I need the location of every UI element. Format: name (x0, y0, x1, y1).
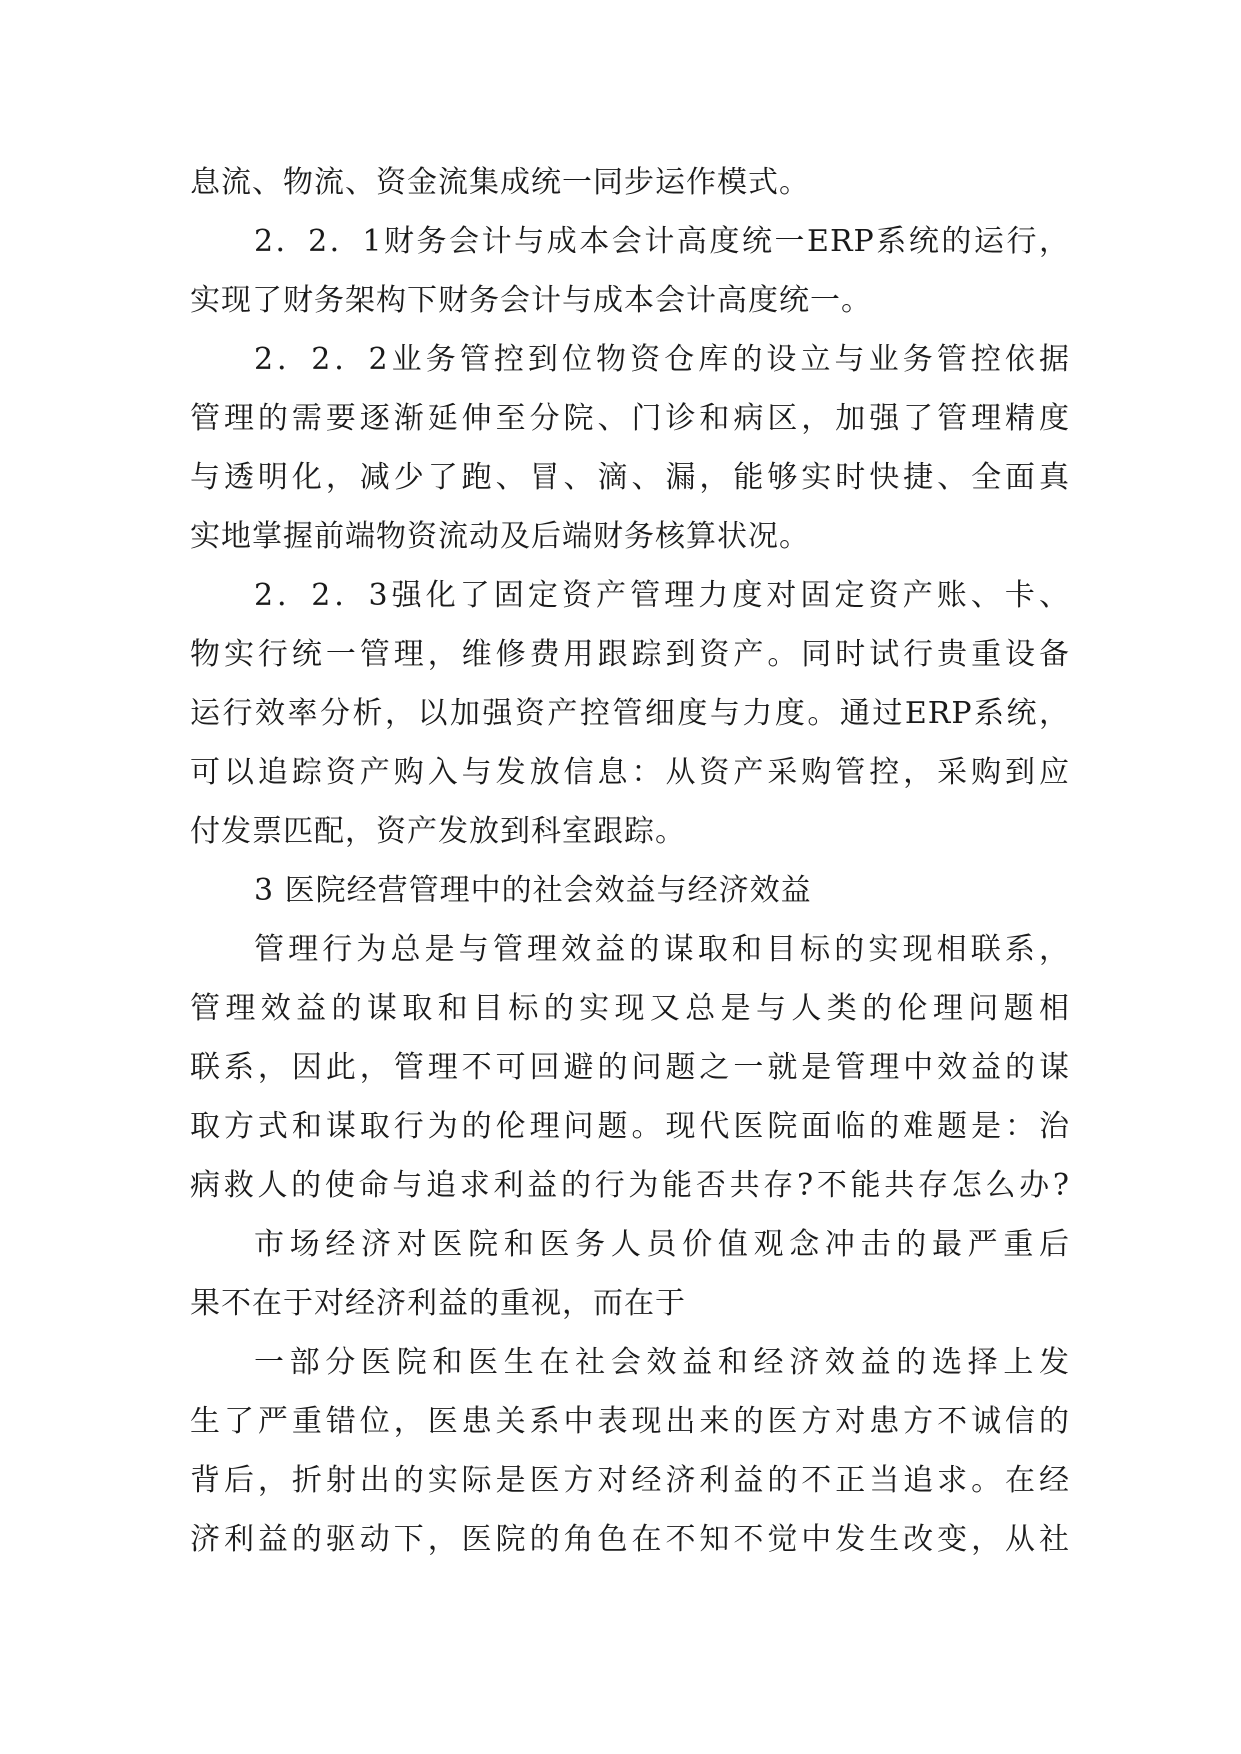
text-line: 生了严重错位，医患关系中表现出来的医方对患方不诚信的 (190, 1404, 1070, 1439)
text-line: 可以追踪资产购入与发放信息：从资产采购管控，采购到应 (190, 755, 1070, 790)
subsection-line: 2．2．3强化了固定资产管理力度对固定资产账、卡、 (254, 578, 1070, 613)
paragraph-start-line: 市场经济对医院和医务人员价值观念冲击的最严重后 (254, 1227, 1070, 1262)
text-line: 管理效益的谋取和目标的实现又总是与人类的伦理问题相 (190, 991, 1070, 1026)
text-line: 息流、物流、资金流集成统一同步运作模式。 (190, 165, 810, 200)
text-line: 与透明化，减少了跑、冒、滴、漏，能够实时快捷、全面真 (190, 460, 1070, 495)
paragraph-start-line: 一部分医院和医生在社会效益和经济效益的选择上发 (254, 1345, 1070, 1380)
text-line: 实现了财务架构下财务会计与成本会计高度统一。 (190, 283, 872, 318)
text-line: 济利益的驱动下，医院的角色在不知不觉中发生改变，从社 (190, 1522, 1070, 1557)
text-line: 背后，折射出的实际是医方对经济利益的不正当追求。在经 (190, 1463, 1070, 1498)
text-line: 联系，因此，管理不可回避的问题之一就是管理中效益的谋 (190, 1050, 1070, 1085)
subsection-line: 2．2．1财务会计与成本会计高度统一ERP系统的运行， (254, 224, 1070, 259)
subsection-line: 2．2．2业务管控到位物资仓库的设立与业务管控依据 (254, 342, 1070, 377)
text-line: 实地掌握前端物资流动及后端财务核算状况。 (190, 519, 810, 554)
paragraph-start-line: 管理行为总是与管理效益的谋取和目标的实现相联系， (254, 932, 1070, 967)
text-line: 果不在于对经济利益的重视，而在于 (190, 1286, 686, 1321)
text-line: 取方式和谋取行为的伦理问题。现代医院面临的难题是：治 (190, 1109, 1070, 1144)
text-line: 运行效率分析，以加强资产控管细度与力度。通过ERP系统， (190, 696, 1070, 731)
section-heading: 3 医院经营管理中的社会效益与经济效益 (254, 873, 812, 908)
text-line: 付发票匹配，资产发放到科室跟踪。 (190, 814, 686, 849)
document-body (190, 153, 1070, 1569)
text-line: 病救人的使命与追求利益的行为能否共存?不能共存怎么办? (190, 1168, 1070, 1203)
text-line: 管理的需要逐渐延伸至分院、门诊和病区，加强了管理精度 (190, 401, 1070, 436)
text-line: 物实行统一管理，维修费用跟踪到资产。同时试行贵重设备 (190, 637, 1070, 672)
